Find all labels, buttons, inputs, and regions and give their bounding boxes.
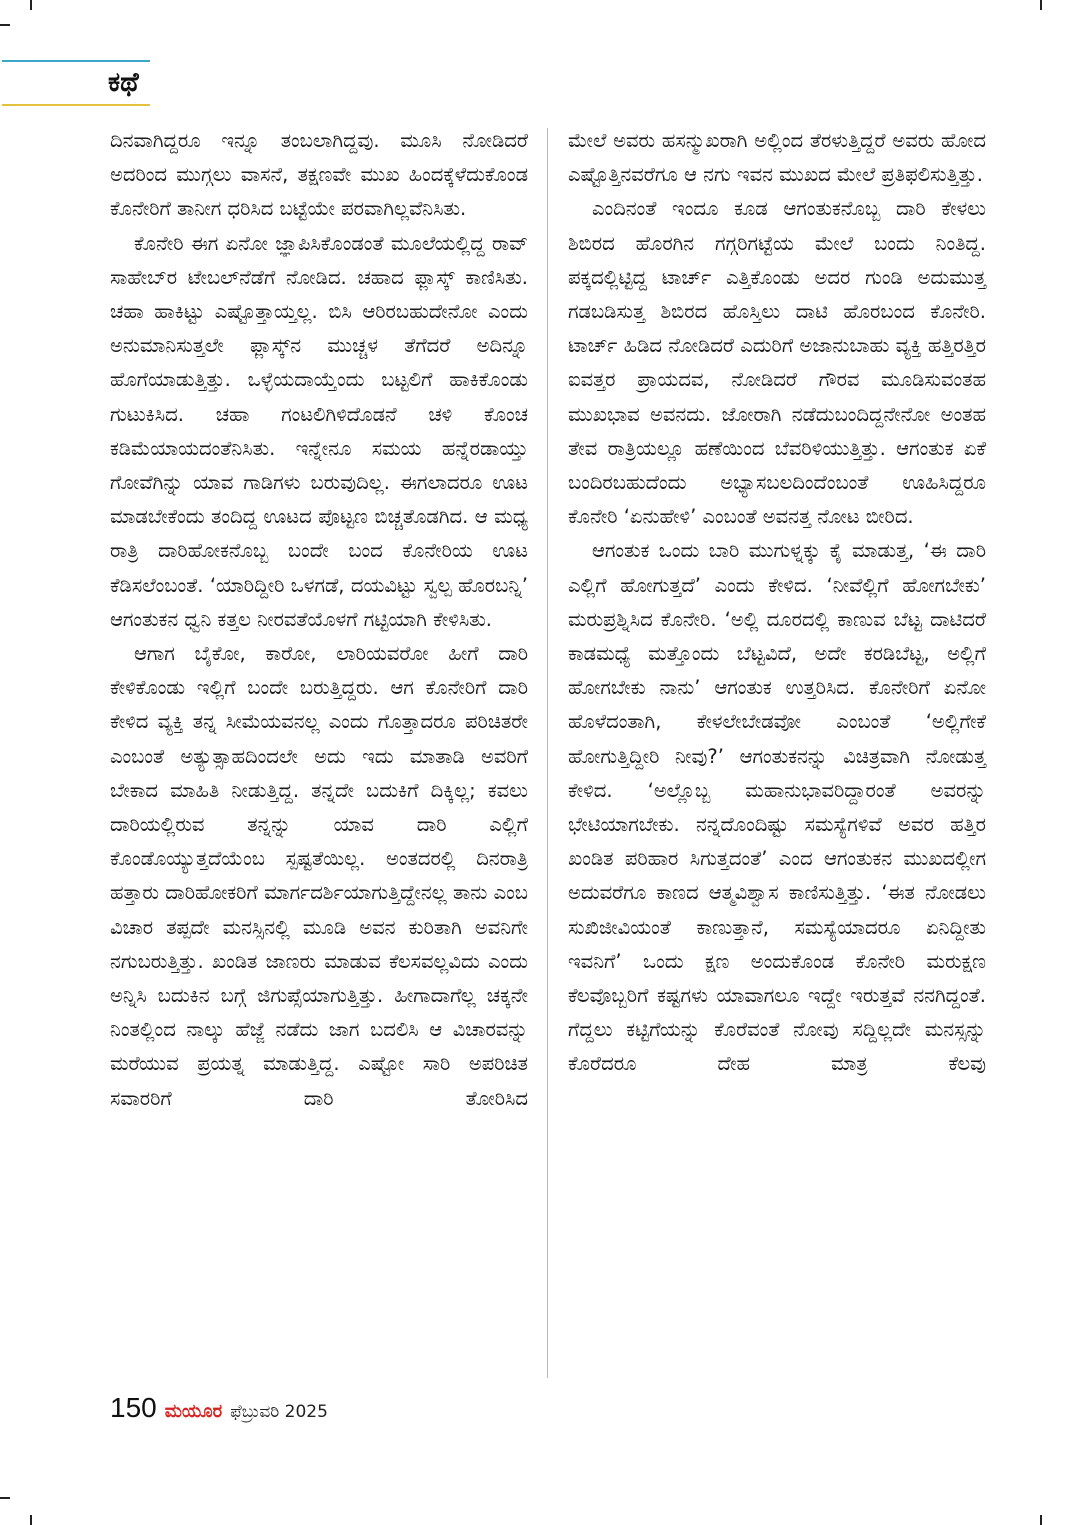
section-title: ಕಥೆ [108,67,139,98]
column-divider [547,128,548,1378]
paragraph: ಮೇಲೆ ಅವರು ಹಸನ್ಮುಖರಾಗಿ ಅಲ್ಲಿಂದ ತೆರಳುತ್ತಿದ್ದರೆ ಅವರು ಹೋದ ಎಷ್ಟೊತ್ತಿನವರೆಗೂ ಆ ನಗು ಇವನ ಮುಖದ ಮೇಲೆ ಪ್ರತಿಫಲಿಸುತ್ತಿತ್ತು. [568,129,986,187]
left-column [110,124,528,1116]
issue-date: ಫೆಬ್ರುವರಿ 2025 [230,1402,328,1422]
crop-mark [0,1497,10,1499]
right-column [568,124,986,1082]
page-number: 150 [110,1392,157,1423]
header-rule-top [2,60,150,62]
paragraph: ಕೊನೇರಿ ಈಗ ಏನೋ ಜ್ಞಾಪಿಸಿಕೊಂಡಂತೆ ಮೂಲೆಯಲ್ಲಿದ್ದ ರಾವ್ ಸಾಹೇಬ್‌ರ ಟೇಬಲ್‌ನೆಡೆಗೆ ನೋಡಿದ. ಚಹಾದ ಫ್ಲಾಸ್ಕ್ ಕಾಣಿಸಿತು. ಚಹಾ ಹಾಕಿಟ್ಟು ಎಷ್ಟೊತ್ತಾಯ್ತಲ್ಲ. ಬಿಸಿ ಆರಿರಬಹುದೇನೋ ಎಂದು ಅನುಮಾನಿಸುತ್ತಲೇ ಫ್ಲಾಸ್ಕ್‌ನ ಮುಚ್ಚಳ ತೆಗೆದರೆ ಅದಿನ್ನೂ ಹೊಗೆಯಾಡುತ್ತಿತ್ತು. ಒಳ್ಳೆಯದಾಯ್ತೆಂದು ಬಟ್ಟಲಿಗೆ ಹಾಕಿಕೊಂಡು ಗುಟುಕಿಸಿದ. ಚಹಾ ಗಂಟಲಿಗಿಳಿದೊಡನೆ ಚಳಿ ಕೊಂಚ ಕಡಿಮೆಯಾಯದಂತೆನಿಸಿತು. ಇನ್ನೇನೂ ಸಮಯ ಹನ್ನೆರಡಾಯ್ತು ಗೋವೆಗಿನ್ನು ಯಾವ ಗಾಡಿಗಳು ಬರುವುದಿಲ್ಲ. ಈಗಲಾದರೂ ಊಟ ಮಾಡಬೇಕೆಂದು ತಂದಿದ್ದ ಊಟದ ಪೊಟ್ಟಣ ಬಿಚ್ಚತೊಡಗಿದ. ಆ ಮಧ್ಯ ರಾತ್ರಿ ದಾರಿಹೋಕನೊಬ್ಬ ಬಂದೇ ಬಂದ ಕೊನೇರಿಯ ಊಟ ಕೆಡಿಸಲೆಂಬಂತೆ. ‘ಯಾರಿದ್ದೀರಿ ಒಳಗಡೆ, ದಯವಿಟ್ಟು ಸ್ವಲ್ಪ ಹೊರಬನ್ನಿ’ ಆಗಂತುಕನ ಧ್ವನಿ ಕತ್ತಲ ನೀರವತೆಯೊಳಗೆ ಗಟ್ಟಿಯಾಗಿ ಕೇಳಿಸಿತು. [110,231,528,631]
crop-mark [1040,1515,1042,1525]
paragraph: ಆಗಂತುಕ ಒಂದು ಬಾರಿ ಮುಗುಳ್ನಕ್ಕು ಕೈ ಮಾಡುತ್ತ, ‘ಈ ದಾರಿ ಎಲ್ಲಿಗೆ ಹೋಗುತ್ತದೆ’ ಎಂದು ಕೇಳಿದ. ‘ನೀವೆಲ್ಲಿಗೆ ಹೋಗಬೇಕು’ ಮರುಪ್ರಶ್ನಿಸಿದ ಕೊನೇರಿ. ‘ಅಲ್ಲಿ ದೂರದಲ್ಲಿ ಕಾಣುವ ಬೆಟ್ಟ ದಾಟಿದರೆ ಕಾಡಮಧ್ಯೆ ಮತ್ತೊಂದು ಬೆಟ್ಟವಿದೆ, ಅದೇ ಕರಡಿಬೆಟ್ಟ, ಅಲ್ಲಿಗೆ ಹೋಗಬೇಕು ನಾನು’ ಆಗಂತುಕ ಉತ್ತರಿಸಿದ. ಕೊನೇರಿಗೆ ಏನೋ ಹೊಳೆದಂತಾಗಿ, ಕೇಳಲೇಬೇಡವೋ ಎಂಬಂತೆ ‘ಅಲ್ಲಿಗೇಕೆ ಹೋಗುತ್ತಿದ್ದೀರಿ ನೀವು?’ ಆಗಂತುಕನನ್ನು ವಿಚಿತ್ರವಾಗಿ ನೋಡುತ್ತ ಕೇಳಿದ. ‘ಅಲ್ಲೊಬ್ಬ ಮಹಾನುಭಾವರಿದ್ದಾರಂತೆ ಅವರನ್ನು ಭೇಟಿಯಾಗಬೇಕು. ನನ್ನದೊಂದಿಷ್ಟು ಸಮಸ್ಯೆಗಳಿವೆ ಅವರ ಹತ್ತಿರ ಖಂಡಿತ ಪರಿಹಾರ ಸಿಗುತ್ತದಂತೆ’ ಎಂದ ಆಗಂತುಕನ ಮುಖದಲ್ಲೀಗ ಅದುವರೆಗೂ ಕಾಣದ ಆತ್ಮವಿಶ್ವಾಸ ಕಾಣಿಸುತ್ತಿತ್ತು. ‘ಈತ ನೋಡಲು ಸುಖಿಜೀವಿಯಂತೆ ಕಾಣುತ್ತಾನೆ, ಸಮಸ್ಯೆಯಾದರೂ ಏನಿದ್ದೀತು ಇವನಿಗೆ’ ಒಂದು ಕ್ಷಣ ಅಂದುಕೊಂಡ ಕೊನೇರಿ ಮರುಕ್ಷಣ ಕೆಲವೊಬ್ಬರಿಗೆ ಕಷ್ಟಗಳು ಯಾವಾಗಲೂ ಇದ್ದೇ ಇರುತ್ತವೆ ನನಗಿದ್ದಂತೆ. ಗೆದ್ದಲು ಕಟ್ಟಿಗೆಯನ್ನು ಕೊರೆವಂತೆ ನೋವು ಸದ್ದಿಲ್ಲದೇ ಮನಸ್ಸನ್ನು ಕೊರೆದರೂ ದೇಹ ಮಾತ್ರ ಕೆಲವು [568,539,986,1076]
header-rule-bottom [2,104,150,106]
crop-mark [30,0,32,10]
crop-mark [30,1515,32,1525]
crop-mark [1040,0,1042,10]
paragraph: ಎಂದಿನಂತೆ ಇಂದೂ ಕೂಡ ಆಗಂತುಕನೊಬ್ಬ ದಾರಿ ಕೇಳಲು ಶಿಬಿರದ ಹೊರಗಿನ ಗಗ್ಗರಿಗಟ್ಟೆಯ ಮೇಲೆ ಬಂದು ನಿಂತಿದ್ದ. ಪಕ್ಕದಲ್ಲಿಟ್ಟಿದ್ದ ಟಾರ್ಚ್ ಎತ್ತಿಕೊಂಡು ಅದರ ಗುಂಡಿ ಅದುಮುತ್ತ ಗಡಬಡಿಸುತ್ತ ಶಿಬಿರದ ಹೊಸ್ತಿಲು ದಾಟಿ ಹೊರಬಂದ ಕೊನೇರಿ. ಟಾರ್ಚ್ ಹಿಡಿದ ನೋಡಿದರೆ ಎದುರಿಗೆ ಅಜಾನುಬಾಹು ವ್ಯಕ್ತಿ ಹತ್ತಿರತ್ತಿರ ಐವತ್ತರ ಪ್ರಾಯದವ, ನೋಡಿದರೆ ಗೌರವ ಮೂಡಿಸುವಂತಹ ಮುಖಭಾವ ಅವನದು. ಜೋರಾಗಿ ನಡೆದುಬಂದಿದ್ದನೇನೋ ಅಂತಹ ತೇವ ರಾತ್ರಿಯಲ್ಲೂ ಹಣೆಯಿಂದ ಬೆವರಿಳಿಯುತ್ತಿತ್ತು. ಆಗಂತುಕ ಏಕೆ ಬಂದಿರಬಹುದೆಂದು ಅಭ್ಯಾಸಬಲದಿಂದೆಂಬಂತೆ ಊಹಿಸಿದ್ದರೂ ಕೊನೇರಿ ‘ಏನುಹೇಳಿ’ ಎಂಬಂತೆ ಅವನತ್ತ ನೋಟ ಬೀರಿದ. [568,197,986,529]
magazine-logo: ಮಯೂರ [164,1401,223,1422]
page-footer [110,1392,328,1428]
paragraph: ಆಗಾಗ ಬೈಕೋ, ಕಾರೋ, ಲಾರಿಯವರೋ ಹೀಗೆ ದಾರಿ ಕೇಳಿಕೊಂಡು ಇಲ್ಲಿಗೆ ಬಂದೇ ಬರುತ್ತಿದ್ದರು. ಆಗ ಕೊನೇರಿಗೆ ದಾರಿ ಕೇಳಿದ ವ್ಯಕ್ತಿ ತನ್ನ ಸೀಮೆಯವನಲ್ಲ ಎಂದು ಗೊತ್ತಾದರೂ ಪರಿಚಿತರೇ ಎಂಬಂತೆ ಅತ್ಯುತ್ಸಾಹದಿಂದಲೇ ಅದು ಇದು ಮಾತಾಡಿ ಅವರಿಗೆ ಬೇಕಾದ ಮಾಹಿತಿ ನೀಡುತ್ತಿದ್ದ. ತನ್ನದೇ ಬದುಕಿಗೆ ದಿಕ್ಕಿಲ್ಲ; ಕವಲು ದಾರಿಯಲ್ಲಿರುವ ತನ್ನನ್ನು ಯಾವ ದಾರಿ ಎಲ್ಲಿಗೆ ಕೊಂಡೊಯ್ಯುತ್ತದೆಯೆಂಬ ಸ್ಪಷ್ಟತೆಯಿಲ್ಲ. ಅಂತದರಲ್ಲಿ ದಿನರಾತ್ರಿ ಹತ್ತಾರು ದಾರಿಹೋಕರಿಗೆ ಮಾರ್ಗದರ್ಶಿಯಾಗುತ್ತಿದ್ದೇನಲ್ಲ ತಾನು ಎಂಬ ವಿಚಾರ ತಪ್ಪದೇ ಮನಸ್ಸಿನಲ್ಲಿ ಮೂಡಿ ಅವನ ಕುರಿತಾಗಿ ಅವನಿಗೇ ನಗುಬರುತ್ತಿತ್ತು. ಖಂಡಿತ ಜಾಣರು ಮಾಡುವ ಕೆಲಸವಲ್ಲವಿದು ಎಂದು ಅನ್ನಿಸಿ ಬದುಕಿನ ಬಗ್ಗೆ ಜಿಗುಪ್ಸೆಯಾಗುತ್ತಿತ್ತು. ಹೀಗಾದಾಗೆಲ್ಲ ಚಕ್ಕನೇ ನಿಂತಲ್ಲಿಂದ ನಾಲ್ಕು ಹೆಜ್ಜೆ ನಡೆದು ಜಾಗ ಬದಲಿಸಿ ಆ ವಿಚಾರವನ್ನು ಮರೆಯುವ ಪ್ರಯತ್ನ ಮಾಡುತ್ತಿದ್ದ. ಎಷ್ಟೋ ಸಾರಿ ಅಪರಿಚಿತ ಸವಾರರಿಗೆ ದಾರಿ ತೋರಿಸಿದ [110,642,528,1110]
paragraph: ದಿನವಾಗಿದ್ದರೂ ಇನ್ನೂ ತಂಬಲಾಗಿದ್ದವು. ಮೂಸಿ ನೋಡಿದರೆ ಅದರಿಂದ ಮುಗ್ಗಲು ವಾಸನೆ, ತಕ್ಷಣವೇ ಮುಖ ಹಿಂದಕ್ಕೆಳೆದುಕೊಂಡ ಕೊನೇರಿಗೆ ತಾನೀಗ ಧರಿಸಿದ ಬಟ್ಟೆಯೇ ಪರವಾಗಿಲ್ಲವೆನಿಸಿತು. [110,129,528,221]
crop-mark [0,24,10,26]
